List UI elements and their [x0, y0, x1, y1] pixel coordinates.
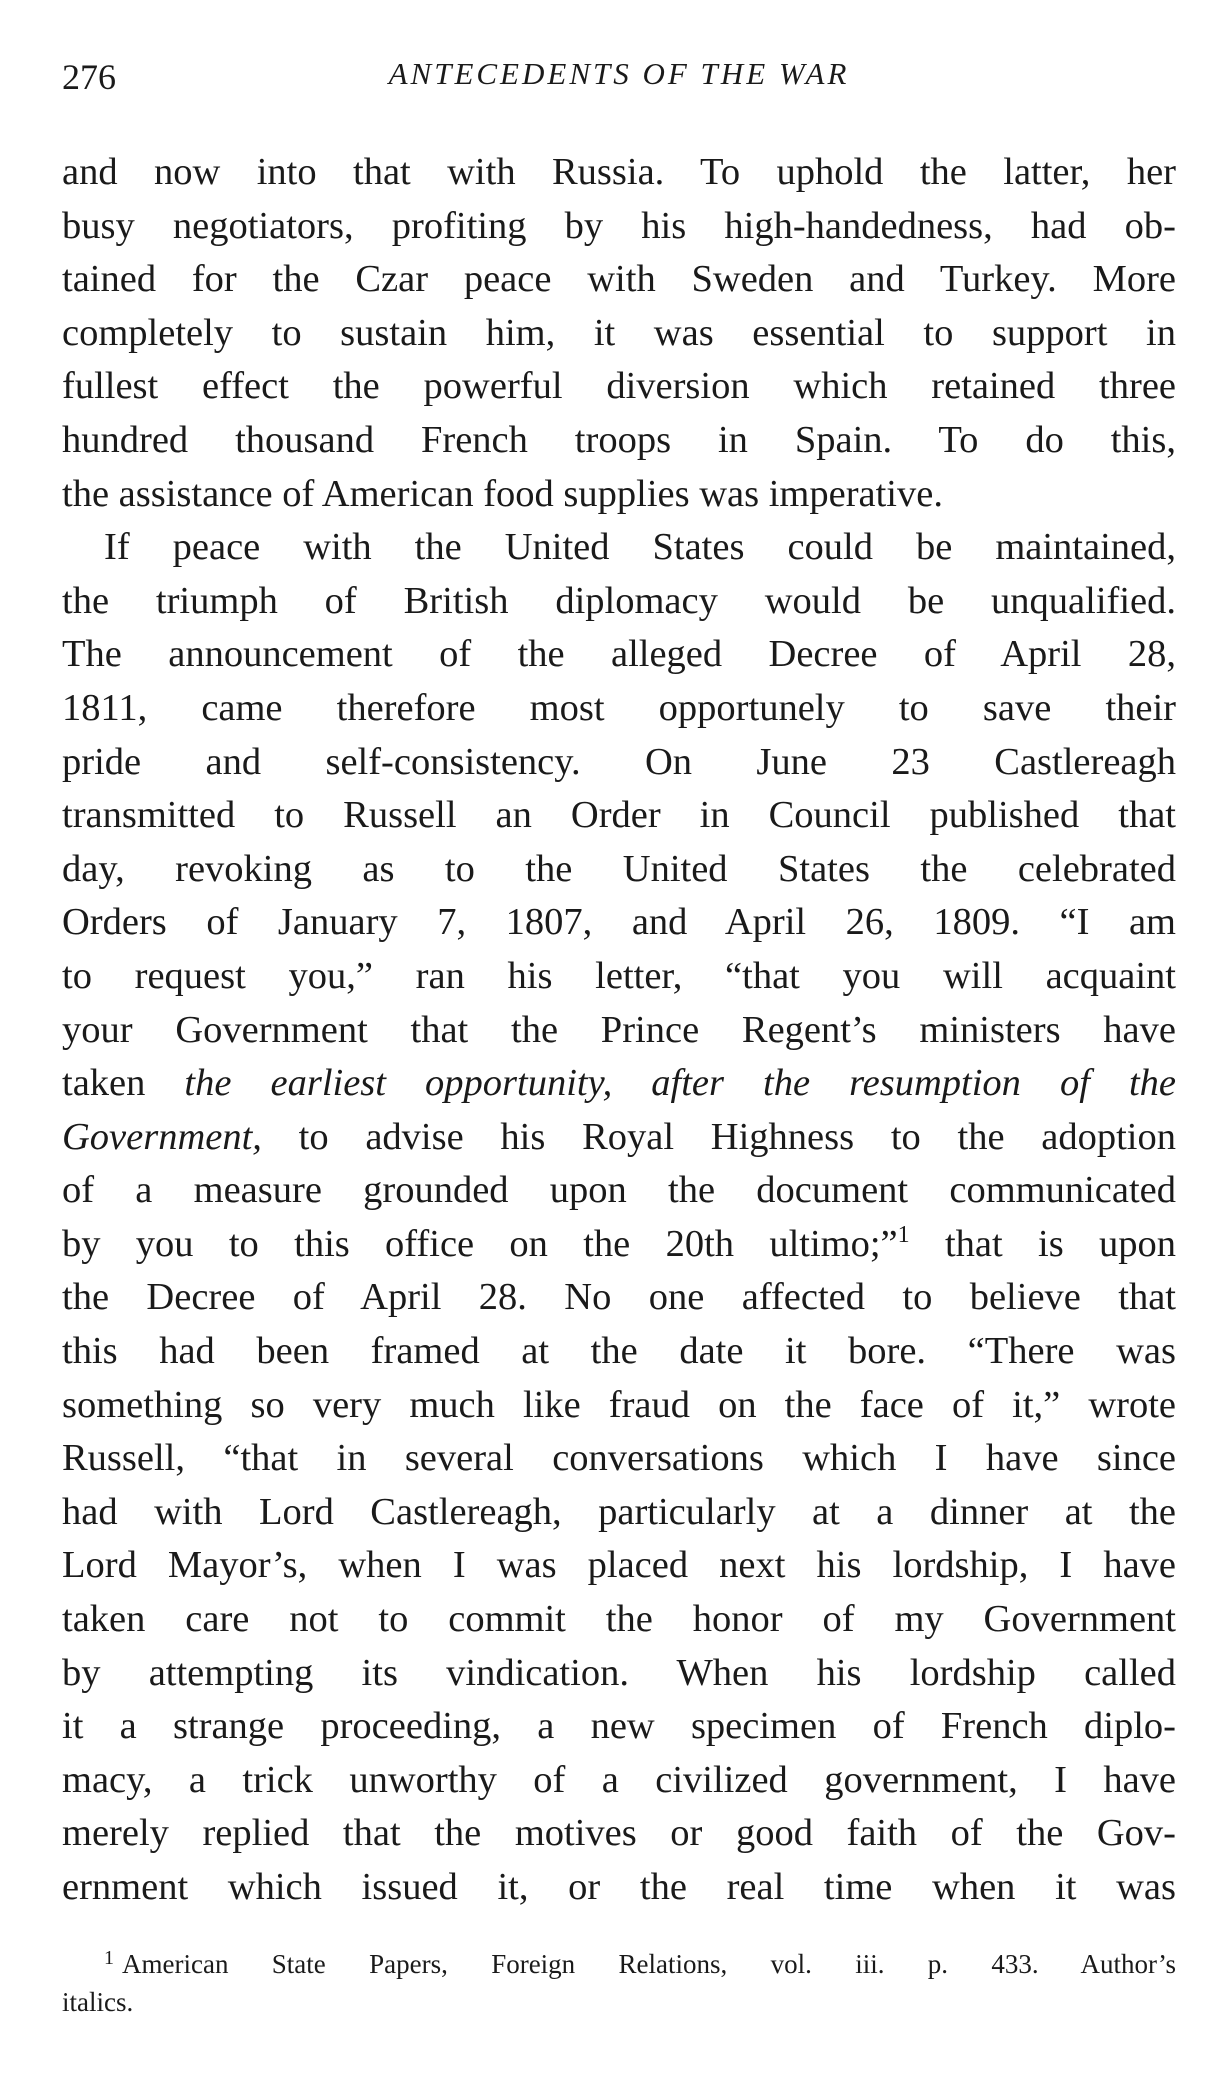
footnote-line: italics. — [62, 1986, 134, 2017]
body-text — [62, 146, 1176, 1915]
text-line: 1811, came therefore most opportunely to save their — [62, 686, 1176, 729]
text-line: of a measure grounded upon the document communicated — [62, 1169, 1176, 1212]
text-line: something so very much like fraud on the face of it,” wrote — [62, 1383, 1176, 1426]
footnote-mark: 1 — [104, 1946, 114, 1969]
text-line: this had been framed at the date it bore. “There was — [62, 1330, 1176, 1373]
footnote — [62, 1945, 1176, 2021]
text-line: Orders of January 7, 1807, and April 26, 1809. “I am — [62, 901, 1176, 944]
text-line: the Decree of April 28. No one affected to believe that — [62, 1276, 1176, 1319]
text-line: macy, a trick unworthy of a civilized government, I have — [62, 1758, 1176, 1801]
text-line: merely replied that the motives or good faith of the Gov- — [62, 1812, 1176, 1855]
text-line: completely to sustain him, it was essential to support in — [62, 311, 1176, 354]
text-line: day, revoking as to the United States the celebrated — [62, 847, 1176, 890]
italic-text: the earliest opportunity, after the resumption of the — [184, 1062, 1176, 1105]
footnote-text: American State Papers, Foreign Relations, vol. iii. p. 433. Author’s — [122, 1948, 1176, 1979]
text-run: to advise his Royal Highness to the adoption — [261, 1115, 1176, 1158]
text-line: transmitted to Russell an Order in Council published that — [62, 794, 1176, 837]
text-line: busy negotiators, profiting by his high-handedness, had ob- — [62, 204, 1176, 247]
text-line — [62, 1057, 1176, 1111]
text-line — [62, 1218, 1176, 1272]
text-line: Russell, “that in several conversations which I have since — [62, 1437, 1176, 1480]
text-line: If peace with the United States could be maintained, — [104, 526, 1176, 569]
text-line: it a strange proceeding, a new specimen of French diplo- — [62, 1705, 1176, 1748]
running-title: ANTECEDENTS OF THE WAR — [388, 56, 850, 91]
text-line: pride and self-consistency. On June 23 Castlereagh — [62, 740, 1176, 783]
text-run: that is upon — [909, 1222, 1176, 1265]
text-line: the triumph of British diplomacy would be unqualified. — [62, 579, 1176, 622]
text-line: had with Lord Castlereagh, particularly at a dinner at the — [62, 1490, 1176, 1533]
text-line: by attempting its vindication. When his lordship called — [62, 1651, 1176, 1694]
footnote-reference: 1 — [897, 1221, 910, 1248]
text-line: your Government that the Prince Regent’s ministers have — [62, 1008, 1176, 1051]
text-run: by you to this office on the 20th ultimo;” — [62, 1222, 898, 1265]
footnote-line — [62, 1945, 1176, 1983]
text-line: taken care not to commit the honor of my Government — [62, 1598, 1176, 1641]
italic-text: Government, — [62, 1115, 262, 1158]
text-line: to request you,” ran his letter, “that you will acquaint — [62, 954, 1176, 997]
page-number: 276 — [62, 57, 116, 97]
text-line: tained for the Czar peace with Sweden and Turkey. More — [62, 258, 1176, 301]
text-run: taken — [62, 1062, 185, 1105]
text-line: ernment which issued it, or the real time when it was — [62, 1866, 1176, 1908]
text-line: fullest effect the powerful diversion which retained three — [62, 365, 1176, 408]
text-line: and now into that with Russia. To uphold the latter, her — [62, 151, 1176, 193]
text-line: The announcement of the alleged Decree of April 28, — [62, 633, 1176, 676]
text-line — [62, 1111, 1176, 1165]
text-line: the assistance of American food supplies was imperative. — [62, 472, 943, 515]
text-line: Lord Mayor’s, when I was placed next his lordship, I have — [62, 1544, 1176, 1587]
book-page — [62, 50, 1176, 2021]
running-head — [62, 50, 1176, 106]
text-line: hundred thousand French troops in Spain. To do this, — [62, 418, 1176, 461]
